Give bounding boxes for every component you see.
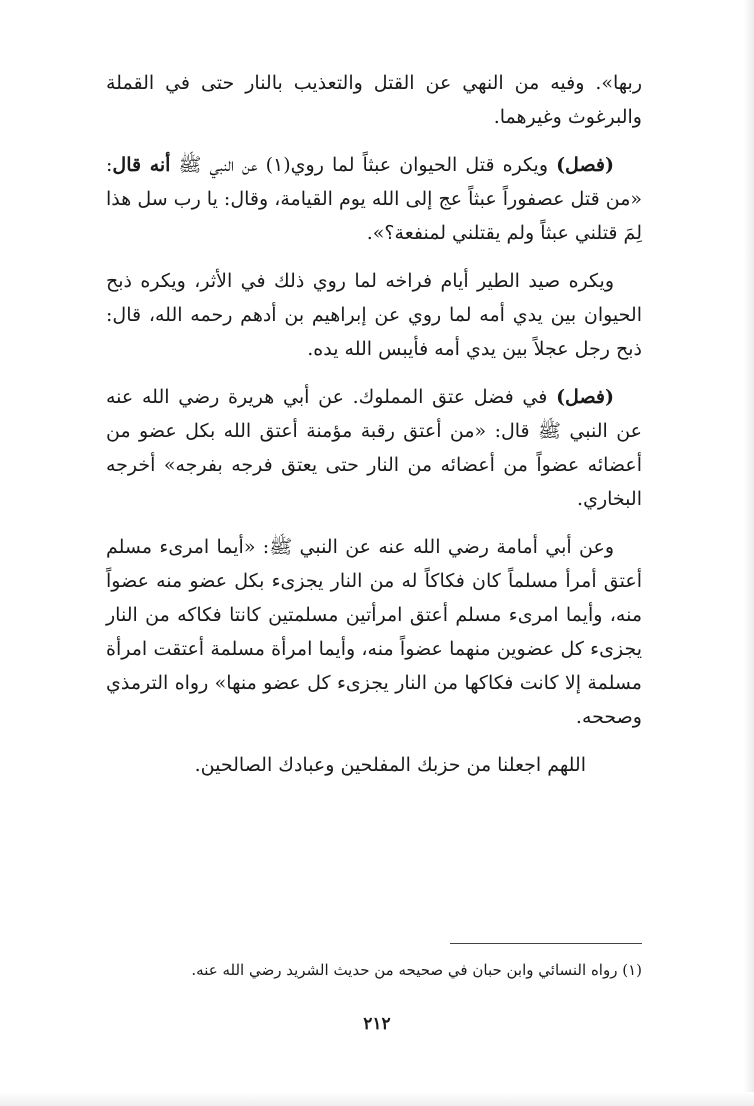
page-bottom-shadow bbox=[0, 1092, 754, 1106]
paragraph-4-text: في فضل عتق المملوك. عن أبي هريرة رضي الله عنه عن النبي ﷺ قال: «من أعتق رقبة مؤمنة أعتق الله بكل عضو من أعضائه عضواً من أعضائه من النار حتى يعتق فرجه بفرجه» أخرجه البخاري. bbox=[106, 386, 642, 510]
page-edge-shadow bbox=[744, 0, 754, 1106]
paragraph-2-text-c: : «من قتل عصفوراً عبثاً عج إلى الله يوم القيامة، وقال: يا رب سل هذا لِمَ قتلني عبثاً ولم يقتلني لمنفعة؟». bbox=[106, 154, 642, 244]
closing-prayer bbox=[106, 748, 642, 782]
paragraph-1 bbox=[106, 66, 642, 134]
page-number: ٢١٢ bbox=[363, 1014, 391, 1034]
paragraph-2 bbox=[106, 148, 642, 250]
paragraph-5 bbox=[106, 530, 642, 734]
paragraph-3-text: ويكره صيد الطير أيام فراخه لما روي ذلك في الأثر، ويكره ذبح الحيوان بين يدي أمه لما روي عن إبراهيم بن أدهم رحمه الله، قال: ذبح رجل عجلاً بين يدي أمه فأيبس الله يده. bbox=[106, 270, 642, 360]
section-label: (فصل) bbox=[556, 154, 614, 176]
footnote-divider bbox=[450, 943, 642, 944]
paragraph-3 bbox=[106, 264, 642, 366]
paragraph-2-text-a: ويكره قتل الحيوان عبثاً لما روي bbox=[290, 154, 557, 176]
paragraph-1-text: ربها». وفيه من النهي عن القتل والتعذيب بالنار حتى في القملة والبرغوث وغيرهما. bbox=[106, 72, 642, 128]
paragraph-5-text: وعن أبي أمامة رضي الله عنه عن النبي ﷺ: «أيما امرىء مسلم أعتق أمرأ مسلماً كان فكاكاً له من النار يجزىء بكل عضو منه عضواً منه، وأيما امرىء مسلم أعتق امرأتين مسلمتين كانتا فكاكه من النار يجزىء كل عضوين منهما عضواً منه، وأيما امرأة مسلمة أعتقت امرأة مسلمة إلا كانت فكاكها من النار يجزىء كل عضو منها» رواه الترمذي وصححه. bbox=[106, 536, 642, 728]
closing-prayer-text: اللهم اجعلنا من حزبك المفلحين وعبادك الصالحين. bbox=[194, 754, 586, 776]
footnote-reference: (١) bbox=[265, 154, 291, 176]
paragraph-2-text-b: عن النبي ﷺ bbox=[170, 154, 266, 176]
paragraph-4 bbox=[106, 380, 642, 516]
main-text bbox=[106, 66, 642, 796]
section-label: (فصل) bbox=[556, 386, 614, 408]
footnote: (١) رواه النسائي وابن حبان في صحيحه من حديث الشريد رضي الله عنه. bbox=[191, 961, 642, 979]
paragraph-2-bold-phrase: أنه قال bbox=[112, 154, 171, 176]
